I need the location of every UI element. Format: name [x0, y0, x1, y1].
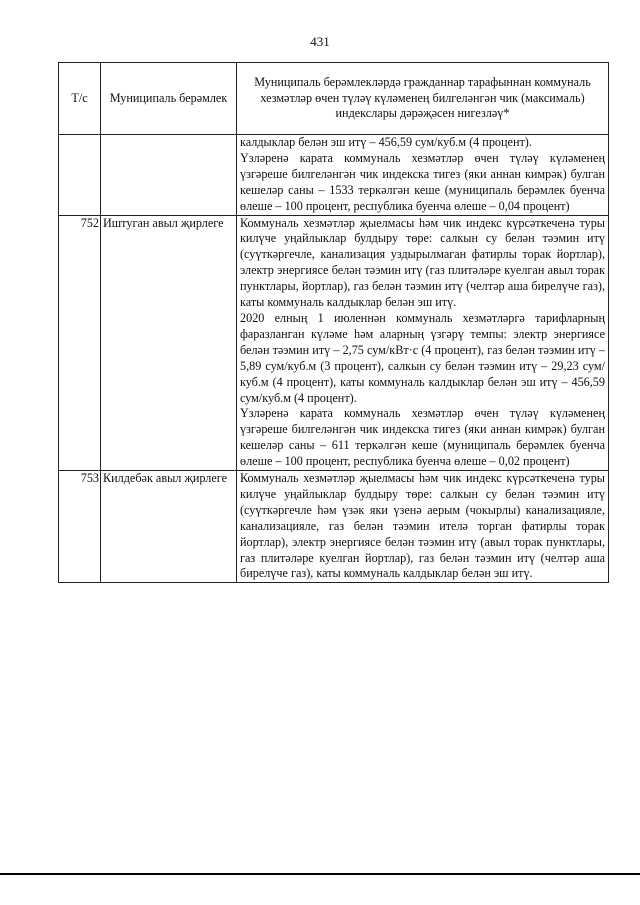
- municipality-name: Иштуган авыл җирлеге: [101, 215, 237, 471]
- table-row: [59, 215, 609, 471]
- paragraph: Үзләренә карата коммуналь хезмәтләр өчен түләү күләменең үзгәреше билгеләнгән чик индекска тигез (яки аннан кимрәк) булган кешеләр саны – 1533 теркәлгән кеше (муниципаль берәмлек буенча өлеше – 100 процент, республика буенча өлеше – 0,04 процент): [240, 150, 605, 213]
- paragraph: Коммуналь хезмәтләр җыелмасы һәм чик индекс күрсәткеченә туры килүче уңайлыклар булдыру төре: салкын су белән тәэмин итү (суүткәргечле, канализация уздырылмаган фатирлы торак йортлар), электр энергиясе белән тәэмин итү (газ плитәләре куелган авыл торак пунктлары, йортлар), газ белән тәэмин итү (челтәр аша бирелүче газ), каты коммуналь калдыклар белән эш итү.: [240, 215, 605, 310]
- page-bottom-edge: [0, 873, 640, 875]
- municipality-name: Килдебәк авыл җирлеге: [101, 471, 237, 583]
- indices-text: [237, 135, 609, 216]
- header-num: Т/с: [59, 63, 101, 135]
- indices-text: [237, 215, 609, 471]
- paragraph: Үзләренә карата коммуналь хезмәтләр өчен түләү күләменең үзгәреше билгеләнгән чик индекска тигез (яки аннан кимрәк) булган кешеләр саны – 611 теркәлгән кеше (муниципаль берәмлек буенча өлеше – 100 процент, республика буенча өлеше – 0,02 процент): [240, 406, 605, 469]
- table-row: [59, 135, 609, 216]
- table-header-row: [59, 63, 609, 135]
- row-number: 753: [59, 471, 101, 583]
- page-number: 431: [310, 34, 330, 49]
- row-number: 752: [59, 215, 101, 471]
- tariff-table: [58, 62, 609, 583]
- paragraph: 2020 елның 1 июленнән коммуналь хезмәтләргә тарифларның фаразланган күләме һәм аларның үзгәрү темпы: электр энергиясе белән тәэмин итү – 2,75 сум/кВт·с (4 процент), газ белән тәэмин итү – 5,89 сум/куб.м (3 процент), салкын су белән тәэмин итү – 29,23 сум/куб.м (4 процент), каты коммуналь калдыклар белән эш итү – 456,59 сум/куб.м (4 процент).: [240, 310, 605, 405]
- table-row: [59, 471, 609, 583]
- municipality-name: [101, 135, 237, 216]
- header-municipality: Муниципаль берәмлек: [101, 63, 237, 135]
- indices-text: [237, 471, 609, 583]
- paragraph: Коммуналь хезмәтләр җыелмасы һәм чик индекс күрсәткеченә туры килүче уңайлыклар булдыру төре: салкын су белән тәэмин итү (суүткәргечле һәм үзәк яки үзенә аерым (чокырлы) канализацияле, канализацияле, газ белән тәэмин ителә торган фатирлы торак йортлар), электр энергиясе белән тәэмин итү (авыл торак пунктлары, газ плитәләре куелган йортлар), газ белән тәэмин итү (челтәр аша бирелүче газ), каты коммуналь калдыклар белән эш итү.: [240, 471, 605, 581]
- row-number: [59, 135, 101, 216]
- header-indices: Муниципаль берәмлекләрдә гражданнар тарафыннан коммуналь хезмәтләр өчен түләү күләменең билгеләнгән чик (максималь) индекслары дәрәҗәсен нигезләү*: [237, 63, 609, 135]
- paragraph: калдыклар белән эш итү – 456,59 сум/куб.м (4 процент).: [240, 135, 532, 149]
